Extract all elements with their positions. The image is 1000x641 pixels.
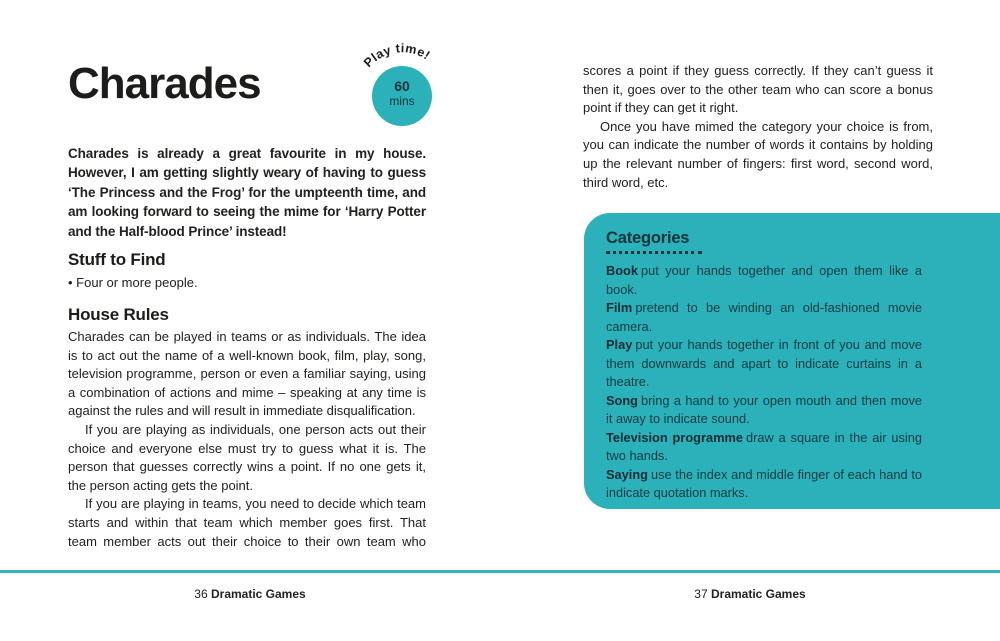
play-time-badge-graphic <box>351 28 457 130</box>
right-page-number: 37 <box>694 587 708 601</box>
intro-paragraph: Charades is already a great favourite in my house. However, I am getting slightly weary of having to guess ‘The Princess and the Frog’ for the umpteenth time, and am looking forward to seeing the mime for ‘Harry Potter and the Half-blood Prince’ instead! <box>68 146 426 239</box>
category-item-television-programme <box>606 429 922 466</box>
footer-divider <box>0 570 1000 573</box>
continuation-paragraph-2: Once you have mimed the category your choice is from, you can indicate the number of words it contains by holding up the relevant number of fingers: first word, second word, third word, etc. <box>583 118 933 190</box>
right-page-text <box>583 62 933 192</box>
left-page-number: 36 <box>194 587 208 601</box>
house-rules-heading: House Rules <box>68 305 169 324</box>
category-desc: put your hands together and open them like a book. <box>606 263 922 297</box>
dotted-underline <box>606 251 702 254</box>
house-rules-text <box>68 328 426 551</box>
category-desc: draw a square in the air using two hands. <box>606 429 922 463</box>
category-desc: pretend to be winding an old-fashioned movie camera. <box>606 300 922 334</box>
rules-paragraph-1: Charades can be played in teams or as individuals. The idea is to act out the name of a well-known book, film, play, song, television programme, person or even a familiar saying, using a combination of actions and mime – speaking at any time is against the rules and will result in immediate disqualification. <box>68 329 426 419</box>
category-term: Saying <box>606 466 648 482</box>
category-desc: put your hands together in front of you and move them downwards and apart to indicate curtains in a theatre. <box>606 337 922 389</box>
badge-duration: 60 <box>394 78 410 94</box>
category-item-book <box>606 262 922 299</box>
rules-paragraph-2: If you are playing as individuals, one person acts out their choice and everyone else must try to guess what it is. The person that guesses correctly wins a point. If no one gets it, the person acting gets the point. <box>68 421 426 493</box>
category-desc: bring a hand to your open mouth and then move it away to indicate sound. <box>606 392 922 426</box>
category-term: Song <box>606 392 638 408</box>
category-item-song <box>606 392 922 429</box>
category-desc: use the index and middle finger of each hand to indicate quotation marks. <box>606 466 922 500</box>
play-time-badge <box>351 28 457 130</box>
left-chapter-label: Dramatic Games <box>210 587 306 601</box>
continuation-paragraph-1: scores a point if they guess correctly. If they can’t guess it then it, goes over to the other team who can score a bonus point if they can get it right. <box>583 63 933 116</box>
category-term: Play <box>606 337 633 352</box>
category-term: Book <box>606 263 638 278</box>
categories-box <box>584 213 1000 509</box>
category-term: Film <box>606 300 633 315</box>
category-term: Television programme <box>606 429 743 445</box>
category-item-play <box>606 336 922 392</box>
category-item-film <box>606 299 922 336</box>
left-page-footer <box>0 587 500 601</box>
left-page <box>68 59 426 562</box>
categories-heading: Categories <box>606 229 690 247</box>
stuff-to-find-heading: Stuff to Find <box>68 250 166 269</box>
badge-unit: mins <box>389 94 415 108</box>
page-title: Charades <box>68 59 261 108</box>
right-page-footer <box>500 587 1000 601</box>
stuff-to-find-item: • Four or more people. <box>68 275 198 290</box>
rules-paragraph-3: If you are playing in teams, you need to decide which team starts and within that team which member goes first. That team member acts out their choice to their own team who <box>68 496 426 549</box>
badge-arc-label: Play time! <box>361 41 433 71</box>
right-chapter-label: Dramatic Games <box>710 587 806 601</box>
category-item-saying <box>606 466 922 503</box>
